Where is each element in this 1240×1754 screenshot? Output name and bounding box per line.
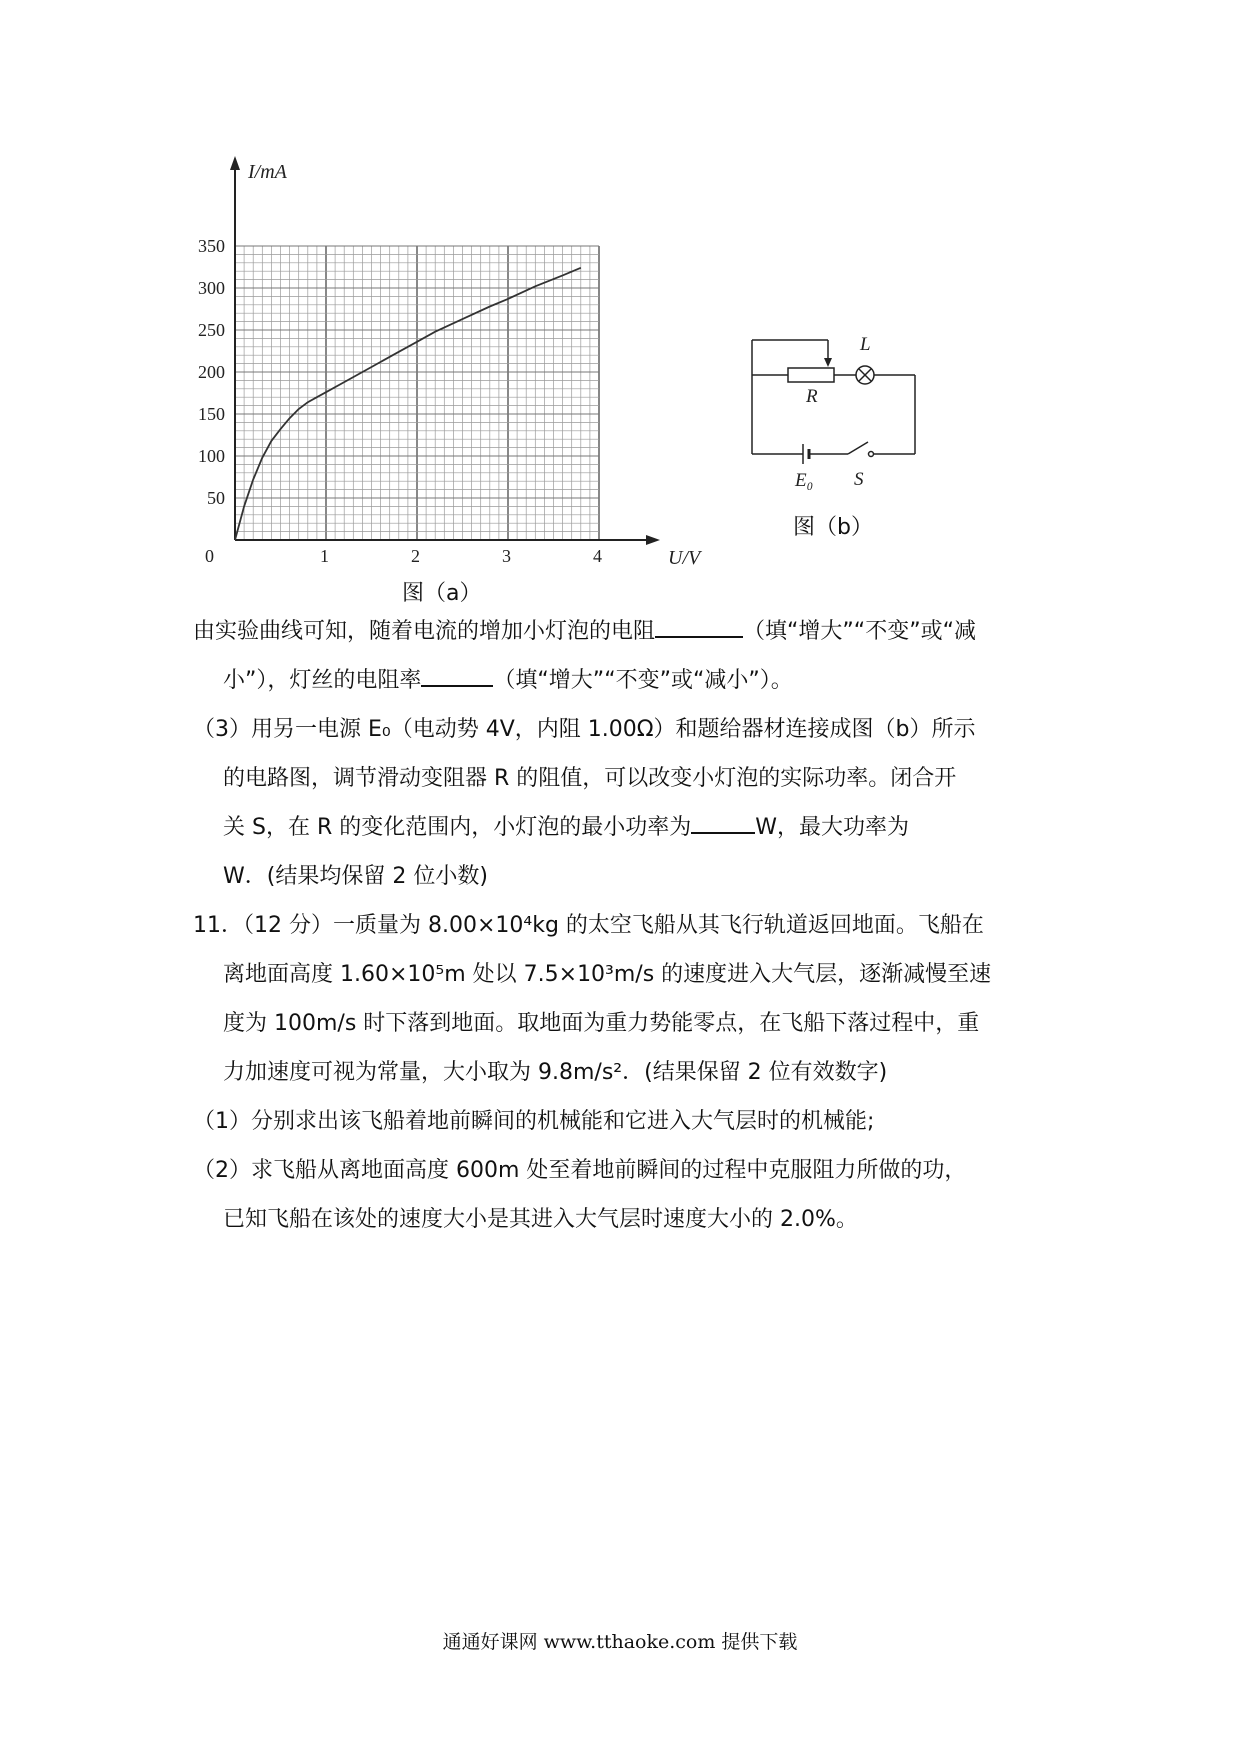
y-tick-label: 150	[198, 404, 225, 424]
answer-blank-1	[655, 614, 743, 638]
q11-line2: 离地面高度 1.60×10⁵m 处以 7.5×10³m/s 的速度进入大气层，逐渐减慢至速	[223, 962, 992, 987]
x-tick-label: 2	[411, 546, 420, 566]
y-tick-label: 200	[198, 362, 225, 382]
q11-line3: 度为 100m/s 时下落到地面。取地面为重力势能零点，在飞船下落过程中，重	[223, 1011, 980, 1036]
switch-lever	[848, 442, 868, 454]
q11-part2-line2: 已知飞船在该处的速度大小是其进入大气层时速度大小的 2.0%。	[223, 1207, 858, 1232]
figure-b-caption: 图（b）	[793, 515, 873, 540]
q3-line4: W．(结果均保留 2 位小数)	[223, 864, 488, 889]
p1-line2: 小”），灯丝的电阻率 （填“增大”“不变”或“减小”）。	[193, 656, 1063, 705]
q11-part1: （1）分别求出该飞船着地前瞬间的机械能和它进入大气层时的机械能;	[193, 1109, 875, 1134]
label-e0: E₀	[795, 470, 814, 490]
figure-a-caption: 图（a）	[402, 581, 482, 606]
q3-line2: 的电路图，调节滑动变阻器 R 的阻值，可以改变小灯泡的实际功率。闭合开	[223, 766, 957, 791]
y-axis-arrow	[230, 156, 240, 170]
x-tick-label: 4	[593, 546, 602, 566]
chart-grid	[235, 246, 599, 540]
y-tick-label: 100	[198, 446, 225, 466]
y-tick-label: 300	[198, 278, 225, 298]
answer-blank-2	[421, 663, 493, 687]
q11-part2-line1: （2）求飞船从离地面高度 600m 处至着地前瞬间的过程中克服阻力所做的功，	[193, 1158, 967, 1183]
y-tick-label: 350	[198, 236, 225, 256]
label-l: L	[860, 334, 871, 355]
resistor-symbol	[788, 368, 834, 382]
chart-axes	[230, 156, 660, 545]
y-tick-label: 250	[198, 320, 225, 340]
q11-line4: 力加速度可视为常量，大小取为 9.8m/s²．(结果保留 2 位有效数字)	[223, 1060, 888, 1085]
q3-line1: （3）用另一电源 E₀（电动势 4V，内阻 1.00Ω）和题给器材连接成图（b）所示	[193, 717, 976, 742]
x-axis-arrow	[646, 535, 660, 545]
q3-line3: 关 S，在 R 的变化范围内，小灯泡的最小功率为 W，最大功率为	[193, 803, 1063, 852]
y-tick-label: 50	[207, 488, 225, 508]
x-tick-label: 3	[502, 546, 511, 566]
figure-a-chart	[180, 150, 720, 600]
q11-line1: 11．（12 分）一质量为 8.00×10⁴kg 的太空飞船从其飞行轨道返回地面。飞船在	[193, 913, 984, 938]
label-s: S	[854, 469, 864, 490]
slider-arrow	[824, 358, 832, 367]
page-footer: 通通好课网 www.tthaoke.com 提供下载	[442, 1631, 798, 1653]
label-r: R	[806, 386, 818, 407]
answer-blank-3	[691, 810, 755, 834]
p1-line1: 由实验曲线可知，随着电流的增加小灯泡的电阻 （填“增大”“不变”或“减	[193, 607, 1063, 656]
x-axis-label: U/V	[668, 547, 701, 569]
question-text	[193, 607, 1063, 1244]
y-axis-label: I/mA	[248, 161, 287, 183]
x-tick-label: 1	[320, 546, 329, 566]
figure-b-circuit	[740, 330, 940, 490]
x-tick-label: 0	[205, 546, 214, 566]
